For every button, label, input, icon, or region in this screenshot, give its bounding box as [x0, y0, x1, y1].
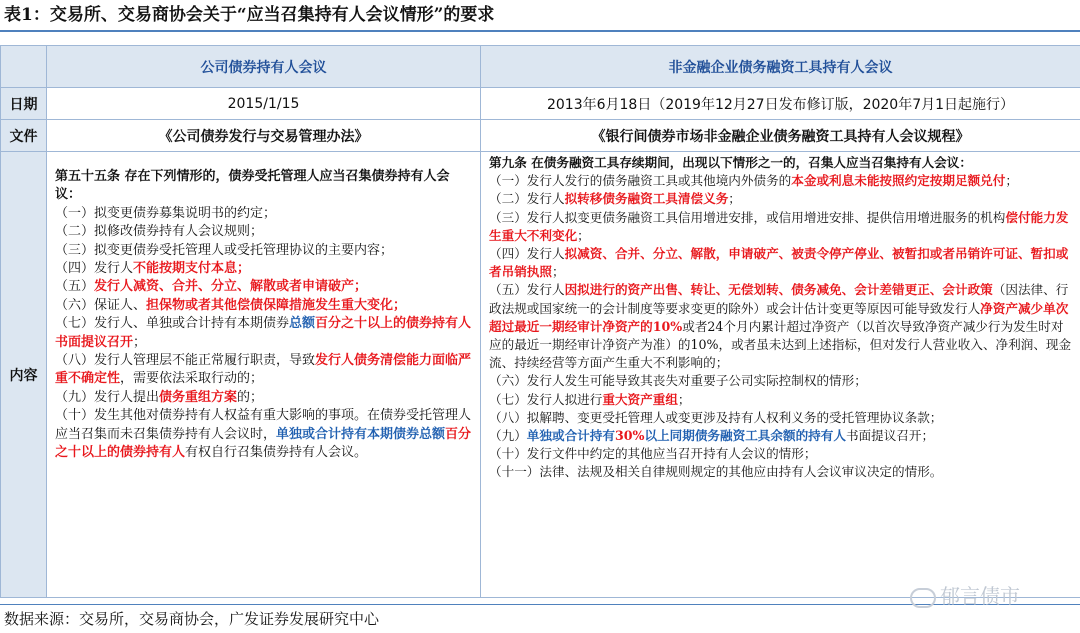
- date-label: 日期: [1, 88, 47, 120]
- requirements-table: [0, 45, 1080, 598]
- right-item-5-end: 或者24个月内累计超过净资产（以首次导致净资产减少行为发生时对应的最近一期经审计净资产为准）的10%，或者虽未达到上述指标，但对发行人营业收入、净利润、现金流、持续经营等方面产生重大不利影响的；: [489, 318, 1072, 371]
- right-item-10: （十）发行文件中约定的其他应当召开持有人会议的情形；: [489, 446, 817, 462]
- left-item-8-highlight: 发行人债务清偿能力面临严重不确定性: [55, 353, 472, 387]
- right-item-9-text: （九）: [489, 428, 527, 444]
- left-item-7: [55, 315, 474, 352]
- left-item-8-end: ，需要依法采取行动的；: [120, 371, 264, 387]
- right-item-7: [489, 391, 1074, 409]
- left-item-7-text: （七）发行人、单独或合计持有本期债券: [55, 316, 290, 332]
- right-item-1: [489, 172, 1074, 190]
- right-item-4: [489, 245, 1074, 281]
- right-item-9-blue: 单独或合计持有: [526, 428, 615, 444]
- right-item-1-text: （一）发行人发行的债务融资工具或其他境内外债务的: [489, 173, 792, 189]
- right-item-9-end: 书面提议召开；: [845, 428, 935, 444]
- content-label: 内容: [1, 152, 47, 598]
- left-intro: 第五十五条 存在下列情形的，债券受托管理人应当召集债券持有人会议：: [55, 169, 450, 203]
- title-divider: [0, 30, 1080, 32]
- right-item-5-highlight-2: 净资产减少单次超过最近一期经审计净资产的10%: [489, 300, 1069, 334]
- right-item-4-highlight: 拟减资、合并、分立、解散，申请破产、被责令停产停业、被暂扣或者吊销许可证、暂扣或者吊销执照: [489, 246, 1069, 280]
- right-item-5-highlight: 因拟进行的资产出售、转让、无偿划转、债务减免、会计差错更正、会计政策: [564, 282, 993, 298]
- right-item-4-text: （四）发行人: [489, 246, 565, 262]
- left-item-8: [55, 352, 474, 389]
- left-item-3: （三）拟变更债券受托管理人或受托管理协议的主要内容；: [55, 242, 394, 258]
- header-left: 公司债券持有人会议: [47, 46, 481, 88]
- left-item-1: （一）拟变更债券募集说明书的约定；: [55, 205, 277, 221]
- right-item-2-text: （二）发行人: [489, 191, 565, 207]
- left-item-4-highlight: 不能按期支付本息；: [133, 261, 251, 277]
- header-right: 非金融企业债务融资工具持有人会议: [481, 46, 1080, 88]
- left-item-5-highlight: 发行人减资、合并、分立、解散或者申请破产；: [94, 279, 368, 295]
- left-item-4-text: （四）发行人: [55, 261, 134, 277]
- header-corner: [1, 46, 47, 88]
- right-item-8: （八）拟解聘、变更受托管理人或变更涉及持有人权利义务的受托管理协议条款；: [489, 409, 943, 425]
- left-item-2: （二）拟修改债券持有人会议规则；: [55, 224, 264, 240]
- content-left: [47, 152, 481, 598]
- right-item-1-highlight: 本金或利息未能按照约定按期足额兑付: [791, 173, 1006, 189]
- right-item-3-end: ；: [577, 227, 590, 243]
- right-item-2-highlight: 拟转移债务融资工具清偿义务: [564, 191, 729, 207]
- left-item-7-blue: 总额: [289, 316, 316, 332]
- table-title: 表1：交易所、交易商协会关于“应当召集持有人会议情形”的要求: [4, 5, 495, 25]
- right-item-7-highlight: 重大资产重组: [602, 391, 678, 407]
- right-item-9-highlight: 30%: [614, 428, 645, 444]
- file-row: [1, 120, 1080, 152]
- left-item-7-end: ；: [133, 334, 147, 350]
- header-row: [1, 46, 1080, 88]
- left-item-9-highlight: 债务重组方案: [159, 389, 238, 405]
- left-item-5: [55, 278, 474, 296]
- left-item-10-text: （十）发生其他对债券持有人权益有重大影响的事项。在债券受托管理人应当召集而未召集债券持有人会议时，: [55, 408, 472, 442]
- right-item-11: （十一）法律、法规及相关自律规则规定的其他应由持有人会议审议决定的情形。: [489, 464, 943, 480]
- left-item-6-highlight: 担保物或者其他偿债保障措施发生重大变化；: [146, 297, 407, 313]
- left-item-9: [55, 389, 474, 407]
- watermark: [910, 580, 1020, 609]
- right-item-5-text: （五）发行人: [489, 282, 565, 298]
- right-item-2-end: ；: [728, 191, 741, 207]
- left-item-5-text: （五）: [55, 279, 95, 295]
- date-right: 2013年6月18日（2019年12月27日发布修订版，2020年7月1日起施行）: [481, 88, 1080, 120]
- right-item-2: [489, 190, 1074, 208]
- file-right: 《银行间债券市场非金融企业债务融资工具持有人会议规程》: [481, 120, 1080, 152]
- left-item-9-text: （九）发行人提出: [55, 389, 160, 405]
- right-item-7-text: （七）发行人拟进行: [489, 391, 603, 407]
- content-right: [481, 152, 1080, 598]
- right-intro: 第九条 在债务融资工具存续期间，出现以下情形之一的，召集人应当召集持有人会议：: [489, 155, 972, 170]
- right-item-3-highlight: 偿付能力发生重大不利变化: [489, 209, 1069, 243]
- date-left: 2015/1/15: [47, 88, 481, 120]
- watermark-text: 郁言债市: [940, 584, 1020, 608]
- data-source: 数据来源：交易所，交易商协会，广发证券发展研究中心: [4, 610, 380, 628]
- file-label: 文件: [1, 120, 47, 152]
- content-row: [1, 152, 1080, 598]
- left-item-10-blue: 单独或合计持有本期债券总额: [276, 426, 446, 442]
- right-item-3-text: （三）发行人拟变更债务融资工具信用增进安排，或信用增进安排、提供信用增进服务的机构: [489, 209, 1006, 225]
- right-item-5-text-2: （因法律、行政法规或国家统一的会计制度等要求变更的除外）或会计估计变更等原因可能导致发行人: [489, 282, 1069, 316]
- left-item-6: [55, 297, 474, 315]
- file-left: 《公司债券发行与交易管理办法》: [47, 120, 481, 152]
- right-item-7-end: ；: [677, 391, 691, 407]
- right-item-3: [489, 209, 1074, 245]
- date-row: [1, 88, 1080, 120]
- left-item-10-highlight: 百分之十以上的债券持有人: [55, 426, 472, 461]
- right-item-5: [489, 281, 1074, 372]
- left-item-7-highlight: 百分之十以上的债券持有人书面提议召开: [55, 316, 472, 350]
- left-item-10: [55, 407, 474, 462]
- left-item-9-end: 的；: [237, 389, 264, 405]
- right-item-9: [489, 427, 1074, 445]
- right-item-4-end: ；: [551, 264, 565, 280]
- left-item-4: [55, 260, 474, 278]
- left-item-10-end: 有权自行召集债券持有人会议。: [185, 445, 368, 461]
- right-item-9-blue-2: 以上同期债务融资工具余额的持有人: [644, 428, 846, 444]
- right-item-1-end: ；: [1005, 173, 1018, 189]
- right-item-6: （六）发行人发生可能导致其丧失对重要子公司实际控制权的情形；: [489, 373, 867, 389]
- left-item-6-text: （六）保证人、: [55, 297, 147, 313]
- left-item-8-text: （八）发行人管理层不能正常履行职责，导致: [55, 353, 316, 369]
- wechat-icon: [910, 588, 936, 608]
